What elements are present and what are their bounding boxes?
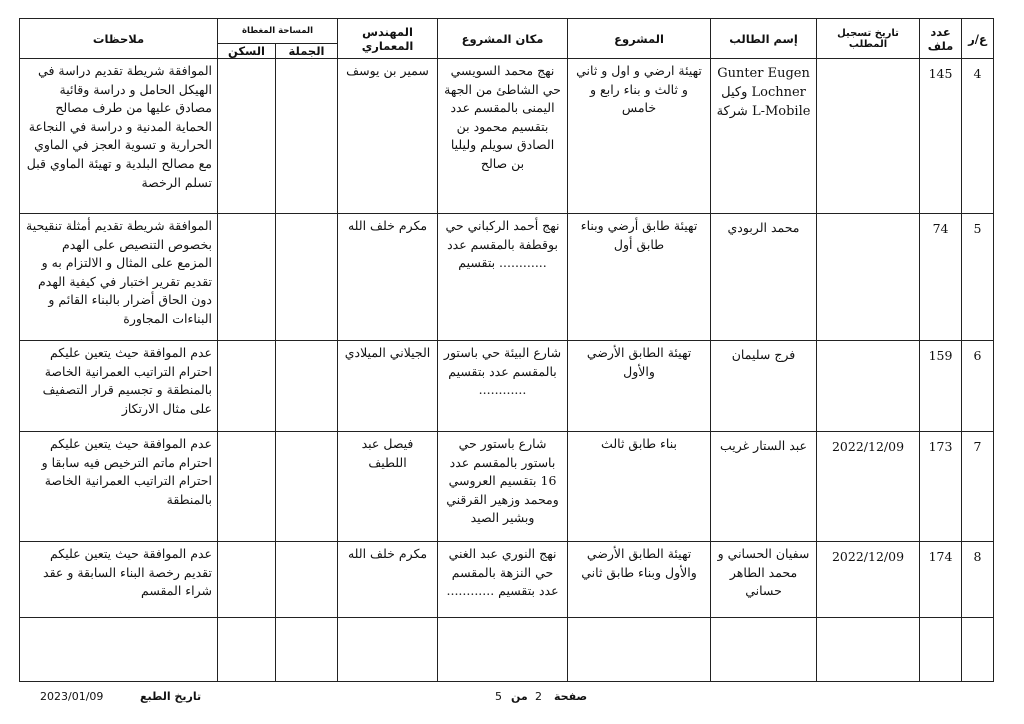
cell-request-date (817, 341, 920, 432)
cell-area-housing (218, 214, 276, 341)
cell-area-housing (218, 432, 276, 542)
cell-project-location: نهج محمد السويسي حي الشاطئ من الجهة اليمنى بالمقسم عدد بتقسيم محمود بن الصادق سويلم وليليا بن صالح (438, 59, 568, 214)
cell-architect: مكرم خلف الله (338, 214, 438, 341)
table-row (20, 214, 994, 341)
header-architect: المهندس المعماري (338, 19, 438, 59)
header-area-total: الجملة (276, 44, 338, 59)
header-request-date: تاريخ تسجيل المطلب (817, 19, 920, 59)
cell-project: تهيئة طابق أرضي وبناء طابق أول (568, 214, 711, 341)
cell-file-count: 173 (920, 432, 962, 542)
cell-file-count: 145 (920, 59, 962, 214)
cell-applicant: Gunter Eugen Lochner وكيل L-Mobile شركة (711, 59, 817, 214)
table-row (20, 341, 994, 432)
cell-architect: مكرم خلف الله (338, 542, 438, 618)
cell-row-no: 8 (962, 542, 994, 618)
header-row (20, 19, 994, 44)
header-project: المشروع (568, 19, 711, 59)
cell-empty (20, 618, 218, 682)
cell-row-no: 6 (962, 341, 994, 432)
cell-row-no: 4 (962, 59, 994, 214)
cell-empty (568, 618, 711, 682)
header-covered-area: المساحة المغطاة (218, 19, 338, 44)
header-area-housing: السكن (218, 44, 276, 59)
print-date: 2023/01/09 (40, 690, 104, 703)
cell-area-total (276, 59, 338, 214)
header-row-no: ع/ر (962, 19, 994, 59)
cell-empty (338, 618, 438, 682)
cell-applicant: سفيان الحساني و محمد الطاهر حساني (711, 542, 817, 618)
cell-empty (962, 618, 994, 682)
cell-request-date (817, 214, 920, 341)
cell-area-housing (218, 59, 276, 214)
table-row-empty (20, 618, 994, 682)
cell-project: تهيئة الطابق الأرضي والأول وبناء طابق ثاني (568, 542, 711, 618)
cell-request-date (817, 59, 920, 214)
cell-row-no: 7 (962, 432, 994, 542)
page-total: 5 (495, 690, 502, 703)
cell-empty (920, 618, 962, 682)
cell-project: تهيئة الطابق الأرضي والأول (568, 341, 711, 432)
header-notes: ملاحظات (20, 19, 218, 59)
cell-area-total (276, 341, 338, 432)
cell-applicant: عبد الستار غريب (711, 432, 817, 542)
cell-notes: الموافقة شريطة تقديم أمثلة تنقيحية بخصوص التنصيص على الهدم المزمع على المثال و الالتزام به و تقديم تقرير اختبار في كيفية الهدم دون الحاق أضرار بالبناء القائم و البناءات المجاورة (20, 214, 218, 341)
cell-project-location: شارع البيئة حي باستور بالمقسم عدد بتقسيم ............ (438, 341, 568, 432)
cell-architect: الجيلاني الميلادي (338, 341, 438, 432)
header-applicant: إسم الطالب (711, 19, 817, 59)
header-project-location: مكان المشروع (438, 19, 568, 59)
cell-project: تهيئة ارضي و اول و ثاني و ثالث و بناء رابع و خامس (568, 59, 711, 214)
page-label: صفحة (554, 690, 588, 703)
cell-notes: عدم الموافقة حيث يتعين عليكم احترام التراتيب العمرانية الخاصة بالمنطقة و تجسيم قرار التصفيف على مثال الارتكاز (20, 341, 218, 432)
table-row (20, 59, 994, 214)
permits-table (19, 18, 994, 682)
cell-area-housing (218, 542, 276, 618)
cell-applicant: فرج سليمان (711, 341, 817, 432)
page-current: 2 (535, 690, 542, 703)
cell-empty (817, 618, 920, 682)
cell-request-date: 2022/12/09 (817, 542, 920, 618)
cell-applicant: محمد الربودي (711, 214, 817, 341)
table-row (20, 432, 994, 542)
page-footer (0, 690, 1024, 710)
cell-empty (218, 618, 276, 682)
cell-empty (711, 618, 817, 682)
print-date-label: تاريخ الطبع (140, 690, 202, 703)
cell-row-no: 5 (962, 214, 994, 341)
page-of-label: من (511, 690, 528, 703)
table-row (20, 542, 994, 618)
cell-project-location: شارع باستور حي باستور بالمقسم عدد 16 بتقسيم العروسي ومحمد وزهير القرقني وبشير الصيد (438, 432, 568, 542)
cell-area-housing (218, 341, 276, 432)
cell-architect: فيصل عبد اللطيف (338, 432, 438, 542)
cell-notes: الموافقة شريطة تقديم دراسة في الهيكل الحامل و دراسة وقائية مصادق عليها من طرف مصالح الحماية المدنية و دراسة في النجاعة الحرارية و تسوية العجز في الماوي مع مصالح البلدية و تهيئة الماوي قبل تسلم الرخصة (20, 59, 218, 214)
cell-empty (438, 618, 568, 682)
cell-file-count: 74 (920, 214, 962, 341)
cell-notes: عدم الموافقة حيث يتعين عليكم تقديم رخصة البناء السابقة و عقد شراء المقسم (20, 542, 218, 618)
cell-project: بناء طابق ثالث (568, 432, 711, 542)
cell-area-total (276, 542, 338, 618)
cell-notes: عدم الموافقة حيث يتعين عليكم احترام ماتم الترخيص فيه سابقا و احترام التراتيب العمرانية الخاصة بالمنطقة (20, 432, 218, 542)
cell-project-location: نهج النوري عبد الغني حي النزهة بالمقسم عدد بتقسيم ............ (438, 542, 568, 618)
header-file-count: عدد ملف (920, 19, 962, 59)
cell-architect: سمير بن يوسف (338, 59, 438, 214)
cell-file-count: 159 (920, 341, 962, 432)
cell-request-date: 2022/12/09 (817, 432, 920, 542)
cell-empty (276, 618, 338, 682)
cell-area-total (276, 432, 338, 542)
cell-area-total (276, 214, 338, 341)
cell-project-location: نهج أحمد الركباني حي بوقطفة بالمقسم عدد ............ بتقسيم (438, 214, 568, 341)
cell-file-count: 174 (920, 542, 962, 618)
